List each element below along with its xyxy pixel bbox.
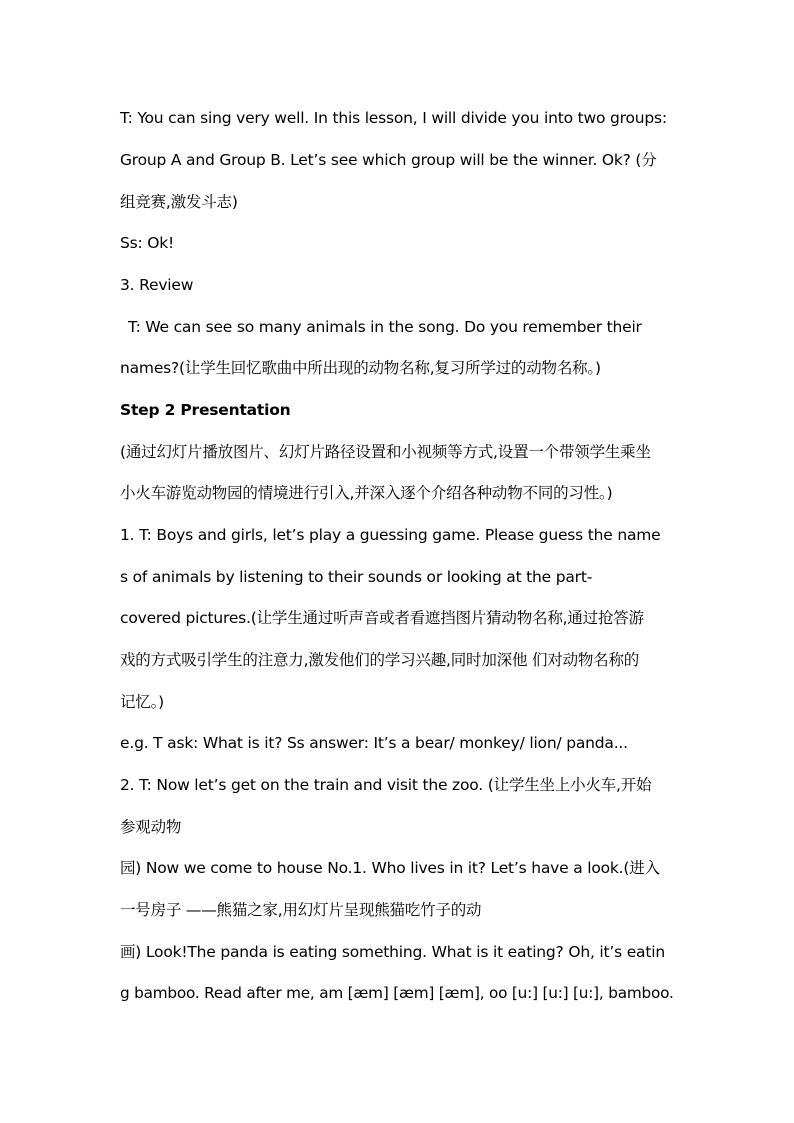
text-line: 小火车游览动物园的情境进行引入,并深入逐个介绍各种动物不同的习性。) <box>120 484 613 502</box>
text-line: 画) Look!The panda is eating something. What is it eating? Oh, it’s eatin <box>120 943 665 961</box>
text-line: 组竞赛,激发斗志) <box>120 193 238 211</box>
text-line: 2. T: Now let’s get on the train and visit the zoo. (让学生坐上小火车,开始 <box>120 776 652 794</box>
text-line: 1. T: Boys and girls, let’s play a guessing game. Please guess the name <box>120 526 661 544</box>
text-line: 戏的方式吸引学生的注意力,激发他们的学习兴趣,同时加深他 们对动物名称的 <box>120 651 640 669</box>
section-heading: 3. Review <box>120 276 194 294</box>
text-line: T: You can sing very well. In this lesson, I will divide you into two groups: <box>120 109 667 127</box>
text-line: Ss: Ok! <box>120 234 175 252</box>
text-line: s of animals by listening to their sounds or looking at the part- <box>120 568 593 586</box>
text-line: (通过幻灯片播放图片、幻灯片路径设置和小视频等方式,设置一个带领学生乘坐 <box>120 443 651 461</box>
text-line: 园) Now we come to house No.1. Who lives in it? Let’s have a look.(进入 <box>120 859 660 877</box>
text-line: g bamboo. Read after me, am [æm] [æm] [æm], oo [u:] [u:] [u:], bamboo. <box>120 984 674 1002</box>
text-line: T: We can see so many animals in the song. Do you remember their <box>128 318 642 336</box>
text-line: e.g. T ask: What is it? Ss answer: It’s a bear/ monkey/ lion/ panda... <box>120 734 628 752</box>
step-heading: Step 2 Presentation <box>120 401 291 419</box>
text-line: covered pictures.(让学生通过听声音或者看遮挡图片猜动物名称,通过抢答游 <box>120 609 644 627</box>
text-line: 记忆。) <box>120 693 164 711</box>
text-line: Group A and Group B. Let’s see which group will be the winner. Ok? (分 <box>120 151 657 169</box>
text-line: names?(让学生回忆歌曲中所出现的动物名称,复习所学过的动物名称。) <box>120 359 601 377</box>
text-line: 参观动物 <box>120 818 182 836</box>
text-line: 一号房子 ——熊猫之家,用幻灯片呈现熊猫吃竹子的动 <box>120 901 482 919</box>
